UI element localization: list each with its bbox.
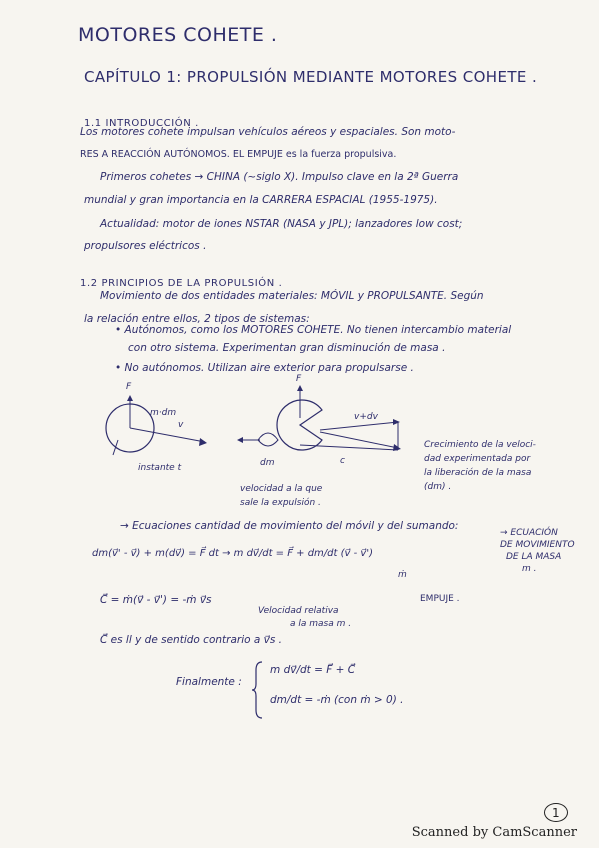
equation-note: DE MOVIMIENTO xyxy=(500,540,575,550)
section2-bullet: • No autónomos. Utilizan aire exterior para propulsarse . xyxy=(115,362,414,374)
velocity-arrow-right-2 xyxy=(320,432,398,448)
section2-line: la relación entre ellos, 2 tipos de sistemas: xyxy=(84,313,310,325)
section1-line: propulsores eléctricos . xyxy=(84,240,207,252)
label-force-right: F xyxy=(296,374,302,384)
label-velocity-left: v xyxy=(178,420,184,430)
equation-note: → ECUACIÓN xyxy=(500,528,558,538)
system-bracket xyxy=(252,662,262,718)
equation-mdot: ṁ xyxy=(398,570,407,580)
caption-right: Crecimiento de la veloci- xyxy=(424,440,536,450)
velocity-arrow-left xyxy=(130,428,205,442)
label-mass-left: m·dm xyxy=(150,408,177,418)
caption-left: velocidad a la que xyxy=(240,484,323,494)
chapter-heading: CAPÍTULO 1: PROPULSIÓN MEDIANTE MOTORES COHETE . xyxy=(84,68,538,86)
equation-thrust: C⃗ = ṁ(v⃗ - v⃗') = -ṁ v⃗s xyxy=(100,594,212,606)
velocity-arrow-right xyxy=(320,422,398,430)
equations-intro: → Ecuaciones cantidad de movimiento del móvil y del sumando: xyxy=(120,520,459,532)
label-dm: dm xyxy=(260,458,275,468)
equation-direction: C⃗ es ll y de sentido contrario a v⃗s . xyxy=(100,634,283,646)
section1-line: Los motores cohete impulsan vehículos aéreos y espaciales. Son moto- xyxy=(80,126,456,138)
scanner-watermark: Scanned by CamScanner xyxy=(411,825,577,840)
final-equation-motion: m dv⃗/dt = F⃗ + C⃗ xyxy=(270,664,356,676)
section2-bullet: • Autónomos, como los MOTORES COHETE. No tienen intercambio material xyxy=(115,324,512,336)
caption-left: sale la expulsión . xyxy=(240,498,321,508)
equation-thrust-note: Velocidad relativa xyxy=(258,606,339,616)
section-heading-principios: 1.2 PRINCIPIOS DE LA PROPULSIÓN . xyxy=(80,278,283,289)
label-instant: instante t xyxy=(138,463,182,473)
page-title: MOTORES COHETE . xyxy=(78,24,278,46)
label-velocity-right: v+dv xyxy=(354,412,378,422)
section1-line: RES A REACCIÓN AUTÓNOMOS. EL EMPUJE es la fuerza propulsiva. xyxy=(80,149,397,160)
caption-right: (dm) . xyxy=(424,482,452,492)
label-force-left: F xyxy=(126,382,132,392)
equation-momentum: dm(v⃗' - v⃗) + m(dv⃗) = F⃗ dt → m dv⃗/dt = F⃗ + dm/dt (v⃗ - v⃗') xyxy=(92,548,373,559)
equation-thrust-note: a la masa m . xyxy=(290,619,352,629)
section1-line: mundial y gran importancia en la CARRERA ESPACIAL (1955-1975). xyxy=(84,194,438,206)
page-number: 1 xyxy=(552,806,560,820)
section1-line: Primeros cohetes → CHINA (~siglo X). Impulso clave en la 2ª Guerra xyxy=(100,171,459,183)
section-heading-introduccion: 1.1 INTRODUCCIÓN . xyxy=(84,118,199,129)
final-equation-mass: dm/dt = -ṁ (con ṁ > 0) . xyxy=(270,694,404,706)
section1-line: Actualidad: motor de iones NSTAR (NASA y JPL); lanzadores low cost; xyxy=(100,218,463,230)
section2-line: Movimiento de dos entidades materiales: MÓVIL y PROPULSANTE. Según xyxy=(100,290,484,302)
label-finalmente: Finalmente : xyxy=(176,676,242,688)
label-c: c xyxy=(340,456,345,466)
equation-note: DE LA MASA xyxy=(506,552,562,562)
ejected-mass xyxy=(258,433,278,446)
label-empuje: EMPUJE . xyxy=(420,594,460,604)
caption-right: la liberación de la masa xyxy=(424,468,532,478)
equation-note: m . xyxy=(522,564,537,574)
caption-right: dad experimentada por xyxy=(424,454,531,464)
section2-line: con otro sistema. Experimentan gran disminución de masa . xyxy=(128,342,446,354)
